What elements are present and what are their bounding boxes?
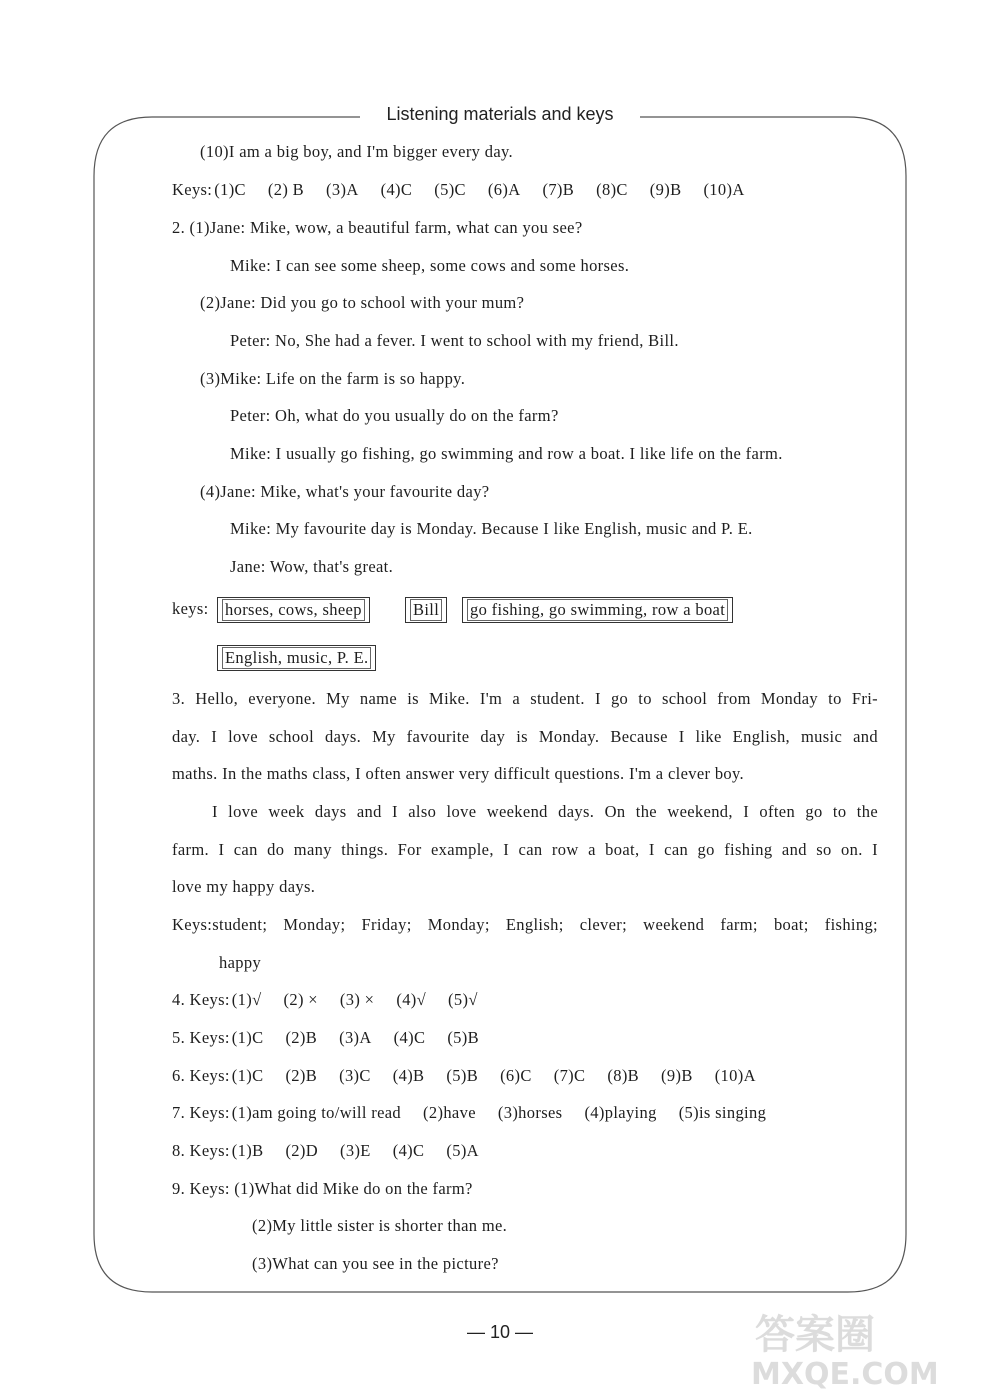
- answer-key: (5)B: [447, 1028, 479, 1047]
- answer-key: (4)√: [396, 990, 427, 1009]
- watermark-domain: MXQE.COM: [751, 1357, 939, 1390]
- line-item-10: (10)I am a big boy, and I'm bigger every day.: [200, 142, 514, 161]
- answer-key: (6)A: [487, 180, 521, 199]
- keys-row-7: [172, 1103, 788, 1123]
- dialogue-line: 2. (1)Jane: Mike, wow, a beautiful farm, what can you see?: [172, 218, 583, 237]
- paragraph-line: day. I love school days. My favourite day is Monday. Because I like English, music and: [172, 727, 878, 746]
- answer-key: (5)C: [434, 180, 466, 199]
- answer-key: (2)B: [285, 1066, 318, 1085]
- answer-key: (10)A: [703, 180, 745, 199]
- answer-key: (2) ×: [283, 990, 318, 1009]
- answer-key: (1)B: [231, 1141, 264, 1160]
- keys-label: 7. Keys:: [172, 1103, 230, 1122]
- keys-label: 6. Keys:: [172, 1066, 230, 1085]
- watermark-text: 答案圈: [755, 1312, 875, 1358]
- answer-key: (2)D: [285, 1141, 319, 1160]
- answer-key: (8)B: [607, 1066, 640, 1085]
- paragraph-line: 3. Hello, everyone. My name is Mike. I'm a student. I go to school from Monday to Fri-: [172, 689, 878, 708]
- keys-label: Keys:: [172, 180, 213, 199]
- answer-key: (4)C: [380, 180, 413, 199]
- keys-label: keys:: [172, 599, 209, 618]
- keys-label: 8. Keys:: [172, 1141, 230, 1160]
- answer-key: (6)C: [500, 1066, 532, 1085]
- dialogue-line: Mike: I usually go fishing, go swimming and row a boat. I like life on the farm.: [230, 444, 783, 463]
- keys-row-4: [172, 990, 500, 1010]
- keys-line: Keys:student; Monday; Friday; Monday; English; clever; weekend farm; boat; fishing;: [172, 915, 878, 934]
- answer-key: (5)is singing: [678, 1103, 767, 1122]
- keys-line: happy: [219, 953, 262, 972]
- keys-row-5: [172, 1028, 501, 1048]
- dialogue-line: Peter: No, She had a fever. I went to school with my friend, Bill.: [230, 331, 679, 350]
- answer-box: Bill: [405, 597, 447, 623]
- answer-key: (7)B: [542, 180, 575, 199]
- answer-key: (2)B: [285, 1028, 318, 1047]
- keys-line: (2)My little sister is shorter than me.: [252, 1216, 508, 1235]
- answer-key: (4)C: [393, 1028, 426, 1047]
- answer-key: (3)C: [339, 1066, 371, 1085]
- answer-key: (9)B: [661, 1066, 693, 1085]
- answer-key: (1)am going to/will read: [231, 1103, 402, 1122]
- answer-key: (5)√: [448, 990, 478, 1009]
- answer-box: go fishing, go swimming, row a boat: [462, 597, 733, 623]
- answer-key: (3) ×: [339, 990, 375, 1009]
- keys-row-8: [172, 1141, 501, 1161]
- dialogue-line: Mike: I can see some sheep, some cows and some horses.: [230, 256, 630, 275]
- answer-key: (5)B: [446, 1066, 479, 1085]
- answer-key: (4)C: [392, 1141, 425, 1160]
- paragraph-line: love my happy days.: [172, 877, 316, 896]
- watermark-logo: [747, 1300, 982, 1390]
- answer-key: (1)√: [231, 990, 262, 1009]
- answer-box: horses, cows, sheep: [217, 597, 370, 623]
- answer-key: (3)A: [326, 180, 359, 199]
- answer-key: (1)C: [214, 180, 246, 199]
- keys-line: 9. Keys: (1)What did Mike do on the farm?: [172, 1179, 473, 1198]
- keys-label: 4. Keys:: [172, 990, 230, 1009]
- answer-key: (8)C: [596, 180, 628, 199]
- answer-key: (5)A: [446, 1141, 479, 1160]
- paragraph-line: I love week days and I also love weekend days. On the weekend, I often go to the: [212, 802, 878, 821]
- page-header-title: Listening materials and keys: [386, 104, 614, 124]
- answer-key: (10)A: [714, 1066, 756, 1085]
- paragraph-line: farm. I can do many things. For example, I can row a boat, I can go fishing and so on. I: [172, 840, 878, 859]
- page-number: — 10 —: [466, 1322, 534, 1342]
- answer-key: (3)E: [340, 1141, 371, 1160]
- answer-key: (4)playing: [584, 1103, 657, 1122]
- answer-key: (3)horses: [497, 1103, 563, 1122]
- keys-label: 5. Keys:: [172, 1028, 230, 1047]
- answer-box: English, music, P. E.: [217, 645, 376, 671]
- answer-key: (2)have: [423, 1103, 476, 1122]
- paragraph-line: maths. In the maths class, I often answer very difficult questions. I'm a clever boy.: [172, 764, 745, 783]
- dialogue-line: (4)Jane: Mike, what's your favourite day?: [200, 482, 490, 501]
- dialogue-line: (2)Jane: Did you go to school with your mum?: [200, 293, 525, 312]
- answer-key: (1)C: [231, 1066, 264, 1085]
- dialogue-line: Mike: My favourite day is Monday. Because I like English, music and P. E.: [230, 519, 753, 538]
- keys-line: (3)What can you see in the picture?: [252, 1254, 499, 1273]
- keys-row-6: [172, 1066, 778, 1086]
- answer-key: (9)B: [649, 180, 682, 199]
- answer-key: (3)A: [339, 1028, 372, 1047]
- keys-row-1: [172, 180, 767, 200]
- dialogue-line: Jane: Wow, that's great.: [230, 557, 394, 576]
- answer-key: (4)B: [392, 1066, 425, 1085]
- answer-key: (7)C: [553, 1066, 586, 1085]
- answer-key: (1)C: [231, 1028, 264, 1047]
- dialogue-line: Peter: Oh, what do you usually do on the farm?: [230, 406, 559, 425]
- dialogue-line: (3)Mike: Life on the farm is so happy.: [200, 369, 466, 388]
- answer-key: (2) B: [267, 180, 305, 199]
